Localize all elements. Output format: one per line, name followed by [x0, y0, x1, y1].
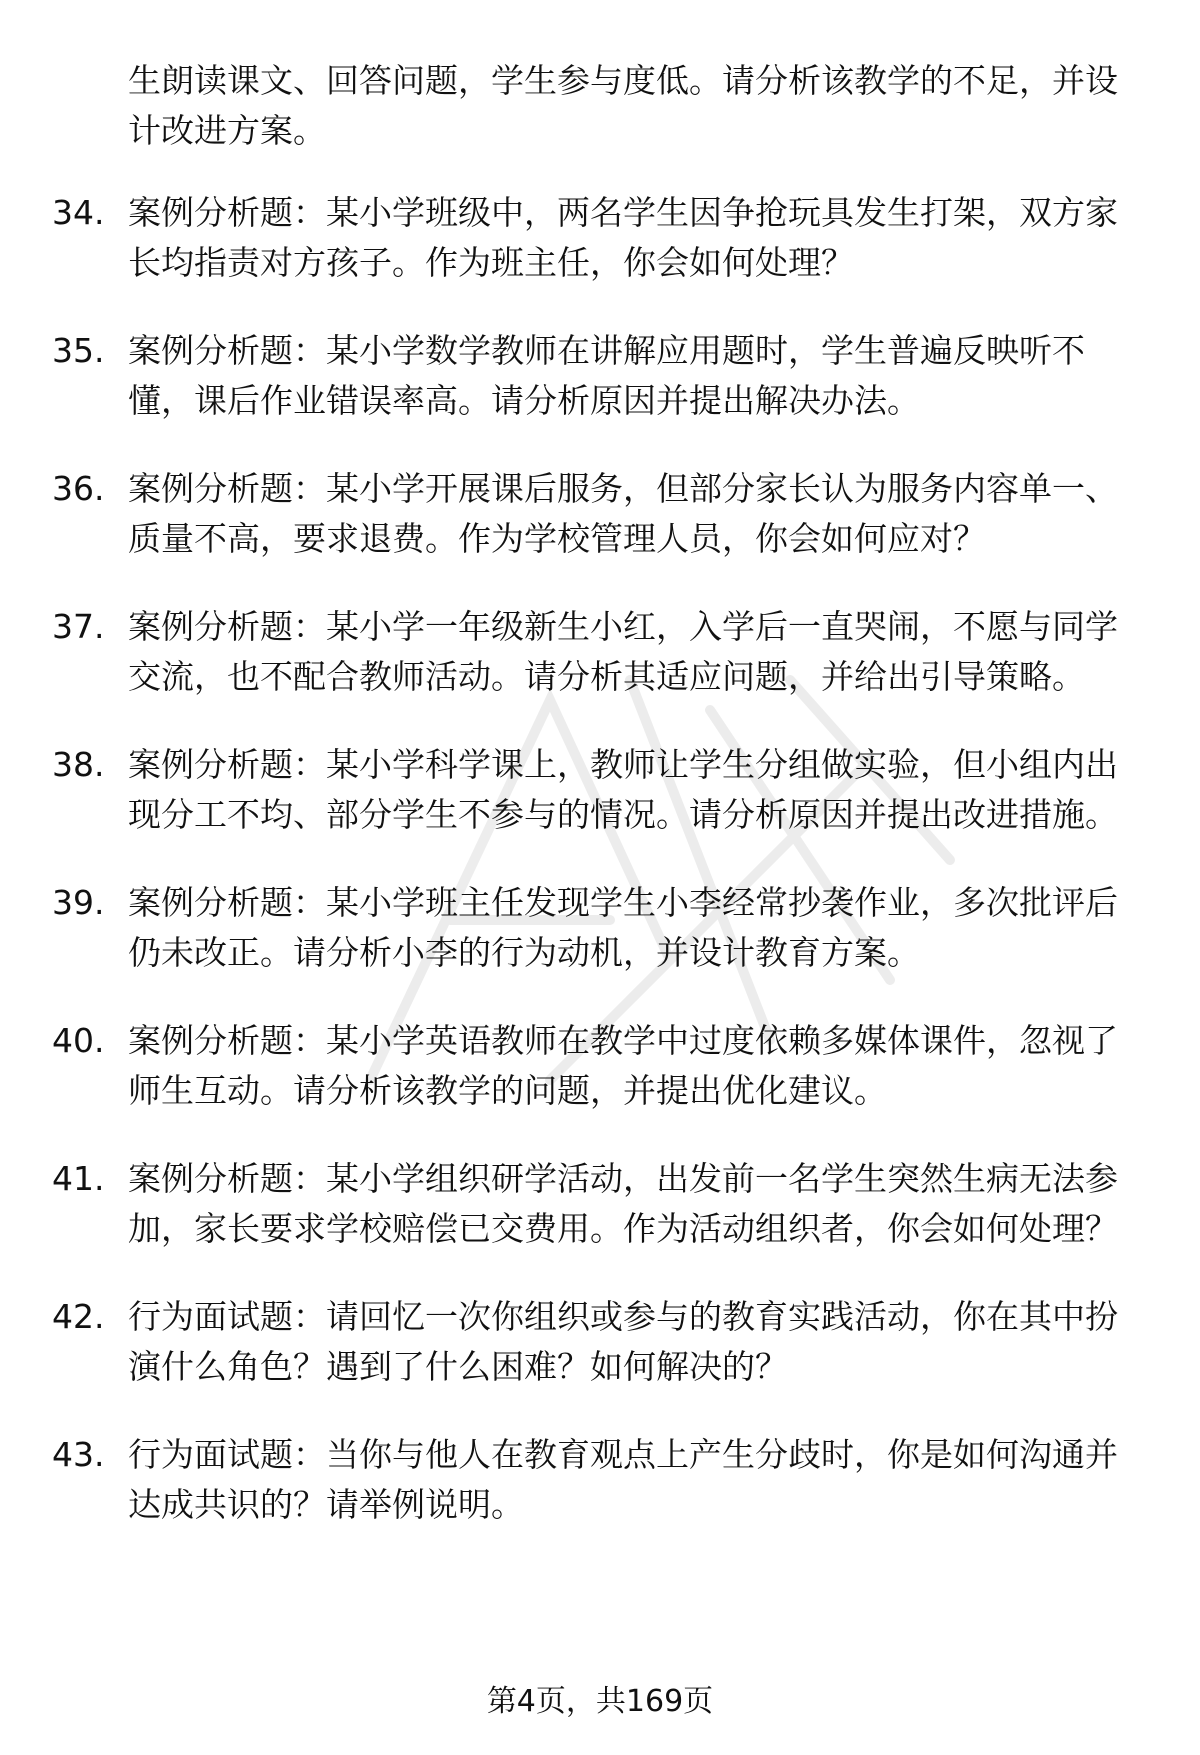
question-number: 37.	[52, 607, 105, 646]
question-item	[52, 326, 1142, 426]
question-number: 34.	[52, 193, 105, 232]
question-text: 行为面试题：当你与他人在教育观点上产生分歧时，你是如何沟通并达成共识的？请举例说明。	[128, 1435, 1118, 1524]
question-list	[52, 188, 1142, 1568]
question-number: 42.	[52, 1297, 105, 1336]
question-text: 案例分析题：某小学开展课后服务，但部分家长认为服务内容单一、质量不高，要求退费。作为学校管理人员，你会如何应对？	[128, 469, 1118, 558]
question-text: 案例分析题：某小学组织研学活动，出发前一名学生突然生病无法参加，家长要求学校赔偿已交费用。作为活动组织者，你会如何处理？	[128, 1159, 1118, 1248]
question-number: 36.	[52, 469, 105, 508]
question-number: 35.	[52, 331, 105, 370]
question-item	[52, 1292, 1142, 1392]
question-text: 案例分析题：某小学一年级新生小红，入学后一直哭闹，不愿与同学交流，也不配合教师活动。请分析其适应问题，并给出引导策略。	[128, 607, 1118, 696]
question-item	[52, 188, 1142, 288]
question-text: 案例分析题：某小学科学课上，教师让学生分组做实验，但小组内出现分工不均、部分学生不参与的情况。请分析原因并提出改进措施。	[128, 745, 1118, 834]
question-number: 39.	[52, 883, 105, 922]
question-text: 行为面试题：请回忆一次你组织或参与的教育实践活动，你在其中扮演什么角色？遇到了什么困难？如何解决的？	[128, 1297, 1118, 1386]
question-item	[52, 464, 1142, 564]
question-item	[52, 602, 1142, 702]
question-item	[52, 878, 1142, 978]
question-number: 43.	[52, 1435, 105, 1474]
question-item	[52, 1430, 1142, 1530]
question-number: 40.	[52, 1021, 105, 1060]
question-item	[52, 740, 1142, 840]
question-text: 案例分析题：某小学班主任发现学生小李经常抄袭作业，多次批评后仍未改正。请分析小李的行为动机，并设计教育方案。	[128, 883, 1118, 972]
question-text: 案例分析题：某小学数学教师在讲解应用题时，学生普遍反映听不懂，课后作业错误率高。请分析原因并提出解决办法。	[128, 331, 1085, 420]
question-item	[52, 1016, 1142, 1116]
question-item	[52, 1154, 1142, 1254]
question-text: 案例分析题：某小学班级中，两名学生因争抢玩具发生打架，双方家长均指责对方孩子。作为班主任，你会如何处理？	[128, 193, 1118, 282]
continuation-text: 生朗读课文、回答问题，学生参与度低。请分析该教学的不足，并设计改进方案。	[128, 61, 1118, 150]
page-footer: 第4页，共169页	[486, 1684, 714, 1719]
question-number: 38.	[52, 745, 105, 784]
question-text: 案例分析题：某小学英语教师在教学中过度依赖多媒体课件，忽视了师生互动。请分析该教学的问题，并提出优化建议。	[128, 1021, 1118, 1110]
question-number: 41.	[52, 1159, 105, 1198]
